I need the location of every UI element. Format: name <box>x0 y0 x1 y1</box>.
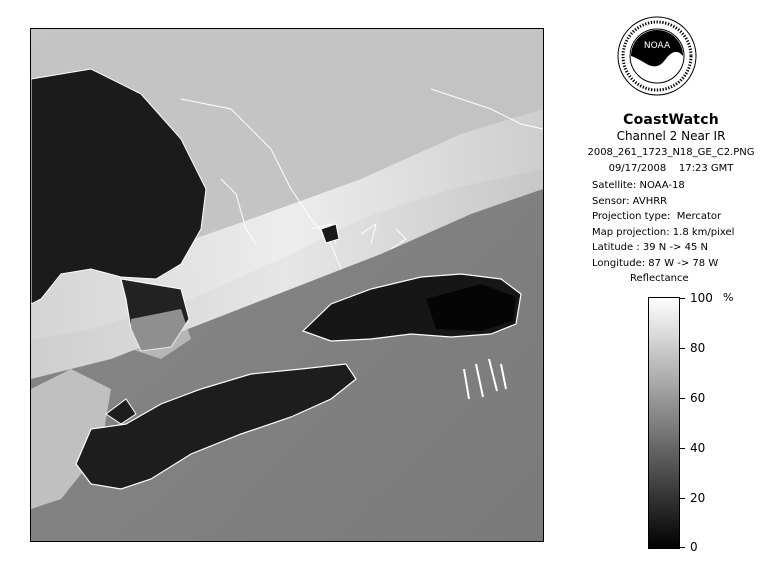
colorbar-tick <box>680 498 685 499</box>
satellite-info: Satellite: NOAA-18 <box>592 180 685 191</box>
colorbar-tick-label: 60 <box>690 391 706 405</box>
colorbar-tick <box>680 547 685 548</box>
colorbar-tick-label: 80 <box>690 341 706 355</box>
date-time: 09/17/2008 17:23 GMT <box>608 163 734 174</box>
file-name: 2008_261_1723_N18_GE_C2.PNG <box>587 147 755 158</box>
reflectance-colorbar <box>648 297 680 549</box>
latitude-info: Latitude : 39 N -> 45 N <box>592 242 708 253</box>
brand-title: CoastWatch <box>623 112 719 128</box>
colorbar-tick-label: 0 <box>690 540 698 554</box>
legend-title: Reflectance <box>630 273 689 284</box>
longitude-info: Longitude: 87 W -> 78 W <box>592 258 719 269</box>
colorbar-tick-label: 20 <box>690 491 706 505</box>
channel-label: Channel 2 Near IR <box>616 129 726 143</box>
colorbar-tick-label: 100 <box>690 291 713 305</box>
colorbar-tick <box>680 298 685 299</box>
noaa-logo-text: NOAA <box>643 41 671 51</box>
map-projection-info: Map projection: 1.8 km/pixel <box>592 227 735 238</box>
noaa-logo <box>617 16 697 96</box>
colorbar-tick <box>680 398 685 399</box>
satellite-map <box>30 28 544 542</box>
colorbar-tick <box>680 348 685 349</box>
colorbar-tick-label: 40 <box>690 441 706 455</box>
sensor-info: Sensor: AVHRR <box>592 196 668 207</box>
colorbar-tick <box>680 448 685 449</box>
legend-unit: % <box>723 291 734 304</box>
map-image <box>31 29 543 541</box>
projection-type-info: Projection type: Mercator <box>592 211 722 222</box>
